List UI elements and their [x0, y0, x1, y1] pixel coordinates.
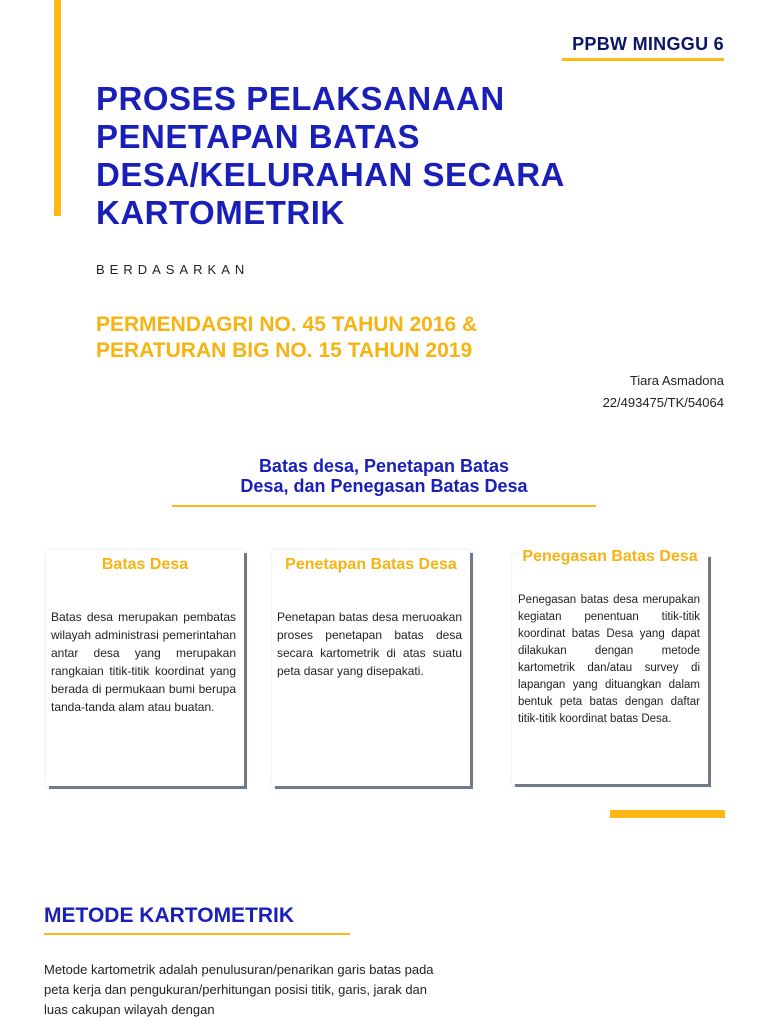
regulation-heading: [96, 312, 696, 364]
section-title-line-1: Batas desa, Penetapan Batas: [258, 456, 510, 476]
page-title: PROSES PELAKSANAAN PENETAPAN BATAS DESA/KELURAHAN SECARA KARTOMETRIK: [96, 80, 564, 231]
card-title: Batas Desa: [101, 556, 189, 573]
section-title-line-2: Desa, dan Penegasan Batas Desa: [240, 476, 528, 496]
card-title: Penetapan Batas Desa: [285, 556, 457, 573]
week-tag-underline: [562, 58, 724, 61]
regulation-line-1: PERMENDAGRI NO. 45 TAHUN 2016 &: [96, 313, 478, 336]
week-tag: PPBW MINGGU 6: [572, 34, 724, 54]
author-name: Tiara Asmadona: [629, 373, 724, 388]
accent-vertical-bar: [54, 0, 61, 216]
card-batas-desa: [46, 550, 244, 786]
metode-text: Metode kartometrik adalah penulusuran/penarikan garis batas pada peta kerja dan pengukuran/perhitungan posisi titik, garis, jarak dan luas cakupan wilayah dengan: [44, 962, 434, 1017]
card-text: Penegasan batas desa merupakan kegiatan penentuan titik-titik koordinat batas Desa yang dapat dilakukan dengan metode kartometrik dan/atau survey di lapangan yang dituangkan dalam bentuk peta batas dengan daftar titik-titik koordinat batas Desa.: [518, 594, 700, 725]
accent-horizontal-bar: [610, 810, 725, 818]
section-underline: [172, 505, 596, 507]
author-id: 22/493475/TK/54064: [602, 395, 724, 410]
section-title: [172, 456, 596, 496]
metode-title: METODE KARTOMETRIK: [44, 904, 295, 927]
card-penetapan-batas-desa: [272, 550, 470, 786]
metode-underline: [44, 933, 350, 935]
card-text: Penetapan batas desa meruoakan proses penetapan batas desa secara kartometrik di atas suatu peta dasar yang disepakati.: [277, 610, 462, 678]
regulation-line-2: PERATURAN BIG NO. 15 TAHUN 2019: [96, 339, 473, 362]
card-penegasan-batas-desa: [512, 548, 708, 784]
kicker-text: BERDASARKAN: [96, 262, 250, 277]
author-block: [603, 370, 724, 414]
card-text: Batas desa merupakan pembatas wilayah administrasi pemerintahan antar desa yang merupakan rangkaian titik-titik koordinat yang berada di permukaan bumi berupa tanda-tanda alam atau buatan.: [51, 610, 236, 714]
card-title: Penegasan Batas Desa: [522, 548, 698, 565]
